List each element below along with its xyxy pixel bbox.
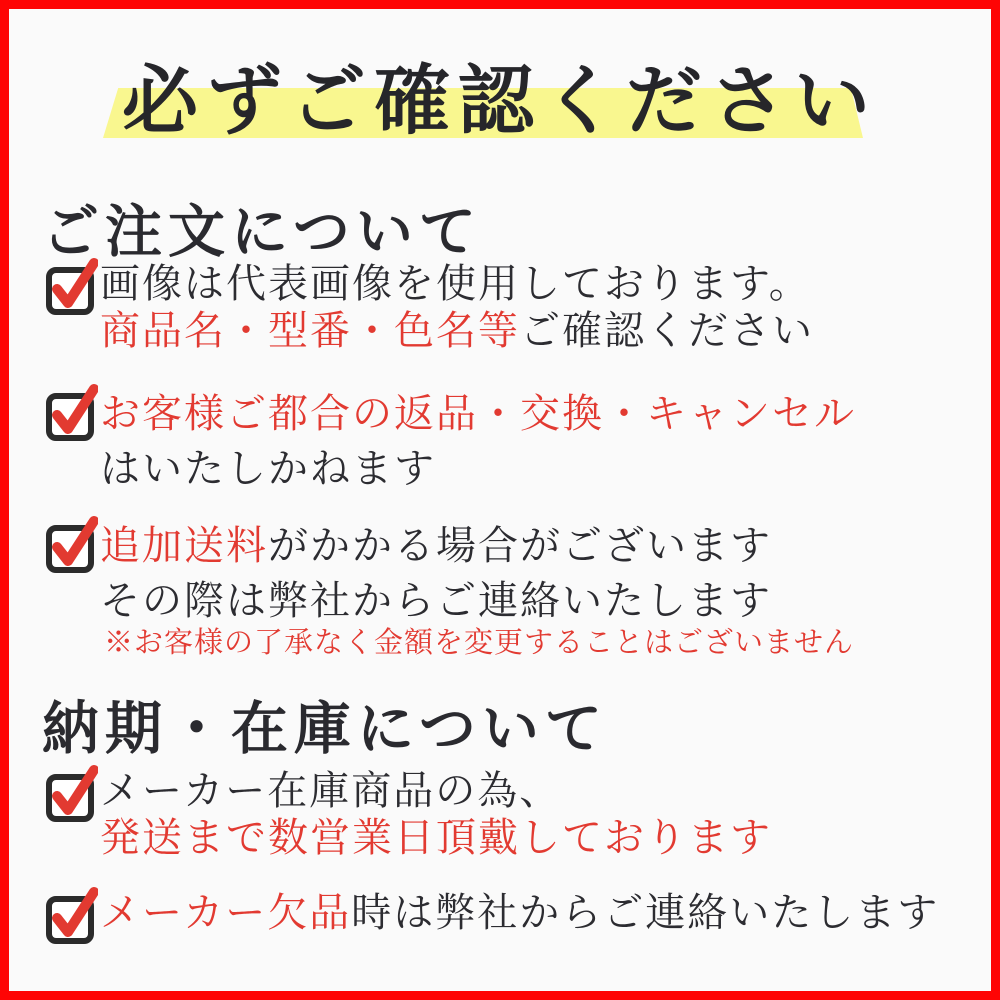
item-text — [100, 767, 772, 861]
item-text-segment: その際は弊社からご連絡いたします — [100, 578, 772, 623]
item-text-segment-red: お客様ご都合の返品・交換・キャンセル — [100, 391, 856, 436]
section-heading-delivery-stock: 納期・在庫について — [42, 698, 608, 761]
item-text — [100, 260, 814, 354]
item-text — [100, 889, 939, 936]
item-line — [100, 260, 814, 307]
checklist-item-returns — [44, 386, 856, 496]
checklist-item-maker-shortage — [44, 889, 939, 945]
item-text-segment: がかかる場合がございます — [268, 523, 772, 568]
page-title — [0, 40, 1000, 150]
item-text — [100, 386, 856, 496]
red-check-checkbox-icon — [44, 382, 98, 442]
checklist-item-extra-shipping — [44, 518, 772, 628]
item-text-segment-red: メーカー欠品 — [100, 890, 352, 935]
item-text-segment: メーカー在庫商品の為、 — [100, 768, 562, 813]
item-text-segment-red: 発送まで数営業日頂戴しております — [100, 815, 772, 860]
red-check-checkbox-icon — [44, 763, 98, 823]
item-line — [100, 307, 814, 354]
red-check-checkbox-icon — [44, 885, 98, 945]
item-text-segment-red: 商品名・型番・色名等 — [100, 308, 520, 353]
price-change-note: ※お客様の了承なく金額を変更することはございません — [104, 627, 855, 659]
checklist-item-representative-image — [44, 260, 814, 354]
item-text-segment: 時は弊社からご連絡いたします — [351, 890, 940, 935]
page-title-text: 必ずご確認ください — [122, 60, 878, 144]
item-line — [100, 386, 856, 441]
item-line — [100, 889, 939, 936]
item-text-segment-red: 追加送料 — [100, 523, 268, 568]
item-text — [100, 518, 772, 628]
checklist-item-maker-stock — [44, 767, 772, 861]
item-text-segment: ご確認ください — [520, 308, 814, 353]
item-line — [100, 767, 772, 814]
item-text-segment: 画像は代表画像を使用しております。 — [100, 261, 811, 306]
red-check-checkbox-icon — [44, 256, 98, 316]
item-line — [100, 518, 772, 573]
item-line — [100, 441, 856, 496]
item-text-segment: はいたしかねます — [100, 446, 436, 491]
section-heading-order: ご注文について — [42, 201, 482, 264]
item-line — [100, 814, 772, 861]
red-check-checkbox-icon — [44, 514, 98, 574]
